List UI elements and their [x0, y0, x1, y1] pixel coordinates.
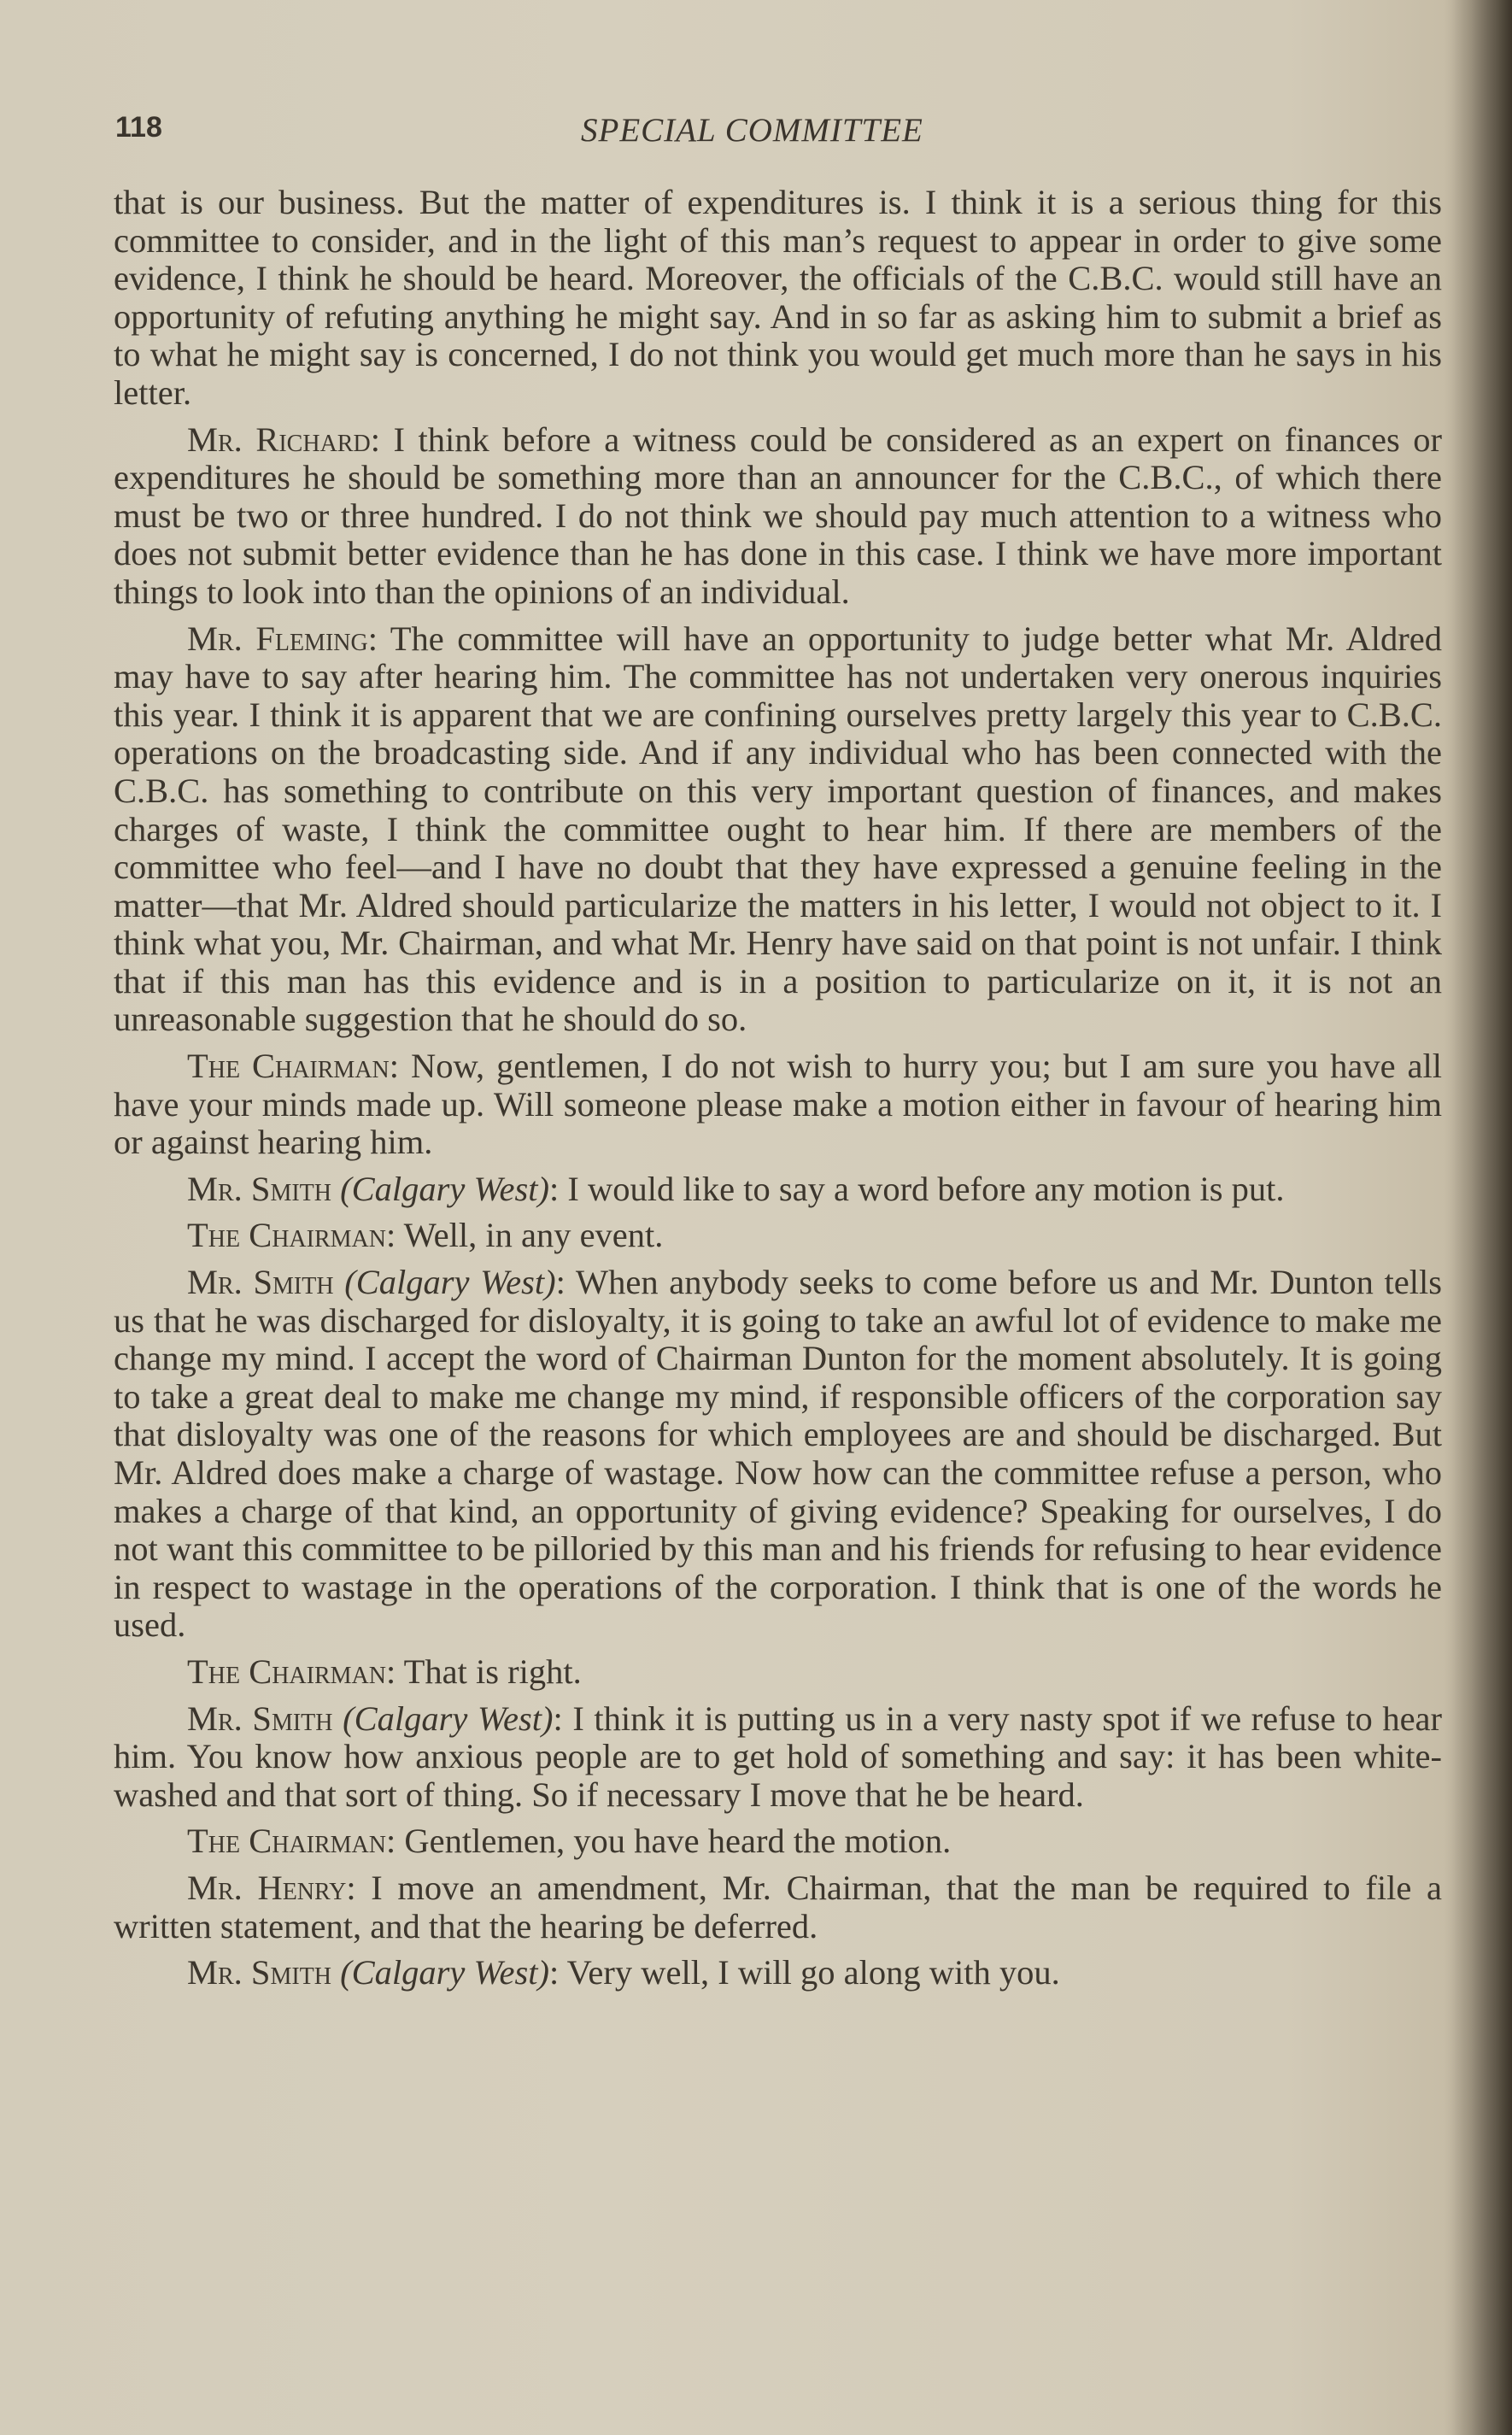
speaker-name: The Chairman [187, 1652, 386, 1691]
paragraph [114, 1954, 1442, 1992]
paragraph-text: When anybody seeks to come before us and Mr. Dunton tells us that he was discharged for disloyalty, it is going to take an awful lot of evidence to make me change my mind. I accept the word of Chairman Dunton for the moment absolutely. It is going to take a great deal to make me change my mind, if responsible officers of the corporation say that disloyalty was one of the reasons for which employees are and should be discharged. But Mr. Aldred does make a charge of wastage. Now how can the committee refuse a person, who makes a charge of that kind, an opportunity of giving evidence? Speaking for ourselves, I do not want this committee to be pilloried by this man and his friends for refusing to hear evidence in respect to wastage in the operations of the corporation. I think that is one of the words he used. [114, 1263, 1443, 1645]
paragraph [114, 1171, 1442, 1209]
speaker-suffix: : [370, 420, 380, 459]
speaker-riding: (Calgary West) [340, 1169, 549, 1208]
page-header [115, 111, 1448, 154]
speaker-name: Mr. Smith [187, 1699, 333, 1738]
paragraph [114, 421, 1442, 612]
speaker-suffix: : [555, 1263, 566, 1302]
speaker-name: Mr. Smith [187, 1953, 332, 1992]
paragraph-continued [114, 184, 1442, 413]
speaker-suffix: : [385, 1216, 396, 1255]
paragraph-text: that is our business. But the matter of expenditures is. I think it is a serious thing for this committee to consider, and in the light of this man’s request to appear in order to give some evidence, I think he should be heard. Moreover, the officials of the C.B.C. would still have an opportunity of refuting anything he might say. And in so far as asking him to submit a brief as to what he might say is concerned, I do not think you would get much more than he says in his letter. [114, 183, 1442, 412]
paragraph-text: The committee will have an opportunity to judge better what Mr. Aldred may have to say after hearing him. The committee has not undertaken very onerous inquiries this year. I think it is apparent that we are confining ourselves pretty largely this year to C.B.C. operations on the broadcasting side. And if any individual who has been connected with the C.B.C. has something to contribute on this very important question of finances, and makes charges of waste, I think the committee ought to hear him. If there are members of the committee who feel—and I have no doubt that they have expressed a genuine feeling in the matter—that Mr. Aldred should particularize the matters in his letter, I would not object to it. I think what you, Mr. Chairman, and what Mr. Henry have said on that point is not unfair. I think that if this man has this evidence and is in a position to particularize on it, it is not an unreasonable suggestion that he should do so. [114, 619, 1442, 1039]
speaker-suffix: : [553, 1699, 563, 1738]
paragraph-text: I think it is putting us in a very nasty spot if we refuse to hear him. You know how anxious people are to get hold of something and say: it has been white-washed and that sort of thing. So if necessary I move that he be heard. [114, 1699, 1443, 1814]
speaker-name: Mr. Henry [187, 1868, 347, 1907]
paragraph [114, 1047, 1442, 1162]
speaker-suffix: : [346, 1868, 356, 1907]
page-edge-shadow [1444, 0, 1512, 2435]
speaker-suffix: : [549, 1953, 560, 1992]
paragraph-text: I would like to say a word before any motion is put. [559, 1169, 1285, 1208]
paragraph [114, 620, 1442, 1040]
speaker-name: The Chairman [187, 1047, 390, 1086]
paragraph-text: I think before a witness could be considered as an expert on finances or expenditures he should be something more than an announcer for the C.B.C., of which there must be two or three hundred. I do not think we should pay much attention to a witness who does not submit better evidence than he has done in this case. I think we have more important things to look into than the opinions of an individual. [114, 420, 1442, 611]
speaker-riding: (Calgary West) [344, 1263, 556, 1302]
speaker-name: The Chairman [187, 1216, 386, 1255]
speaker-name: The Chairman [187, 1822, 386, 1861]
paragraph-text: Gentlemen, you have heard the motion. [396, 1822, 952, 1861]
paragraph-text: Very well, I will go along with you. [559, 1953, 1060, 1992]
paragraph [114, 1264, 1442, 1645]
paragraph-text: I move an amendment, Mr. Chairman, that the man be required to file a written statement, and that the hearing be deferred. [114, 1868, 1442, 1945]
paragraph [114, 1700, 1442, 1815]
paragraph-text: That is right. [396, 1652, 582, 1691]
speaker-suffix: : [367, 619, 378, 658]
speaker-suffix: : [389, 1047, 400, 1086]
speaker-name: Mr. Fleming [187, 619, 368, 658]
paragraph-text: Now, gentlemen, I do not wish to hurry you; but I am sure you have all have your minds made up. Will someone please make a motion either in favour of hearing him or against hearing him. [114, 1047, 1442, 1162]
speaker-riding: (Calgary West) [340, 1953, 549, 1992]
paragraph [114, 1822, 1442, 1861]
page-number: 118 [115, 111, 162, 144]
transcript-body [114, 184, 1442, 2001]
speaker-suffix: : [549, 1169, 560, 1208]
speaker-suffix: : [385, 1822, 396, 1861]
speaker-name: Mr. Richard [187, 420, 371, 459]
speaker-riding: (Calgary West) [343, 1699, 554, 1738]
speaker-suffix: : [385, 1652, 396, 1691]
paragraph [114, 1869, 1442, 1945]
running-title: SPECIAL COMMITTEE [581, 112, 923, 149]
paragraph [114, 1653, 1442, 1692]
speaker-name: Mr. Smith [187, 1263, 334, 1302]
paragraph [114, 1217, 1442, 1255]
speaker-name: Mr. Smith [187, 1169, 332, 1208]
paragraph-text: Well, in any event. [396, 1216, 664, 1255]
